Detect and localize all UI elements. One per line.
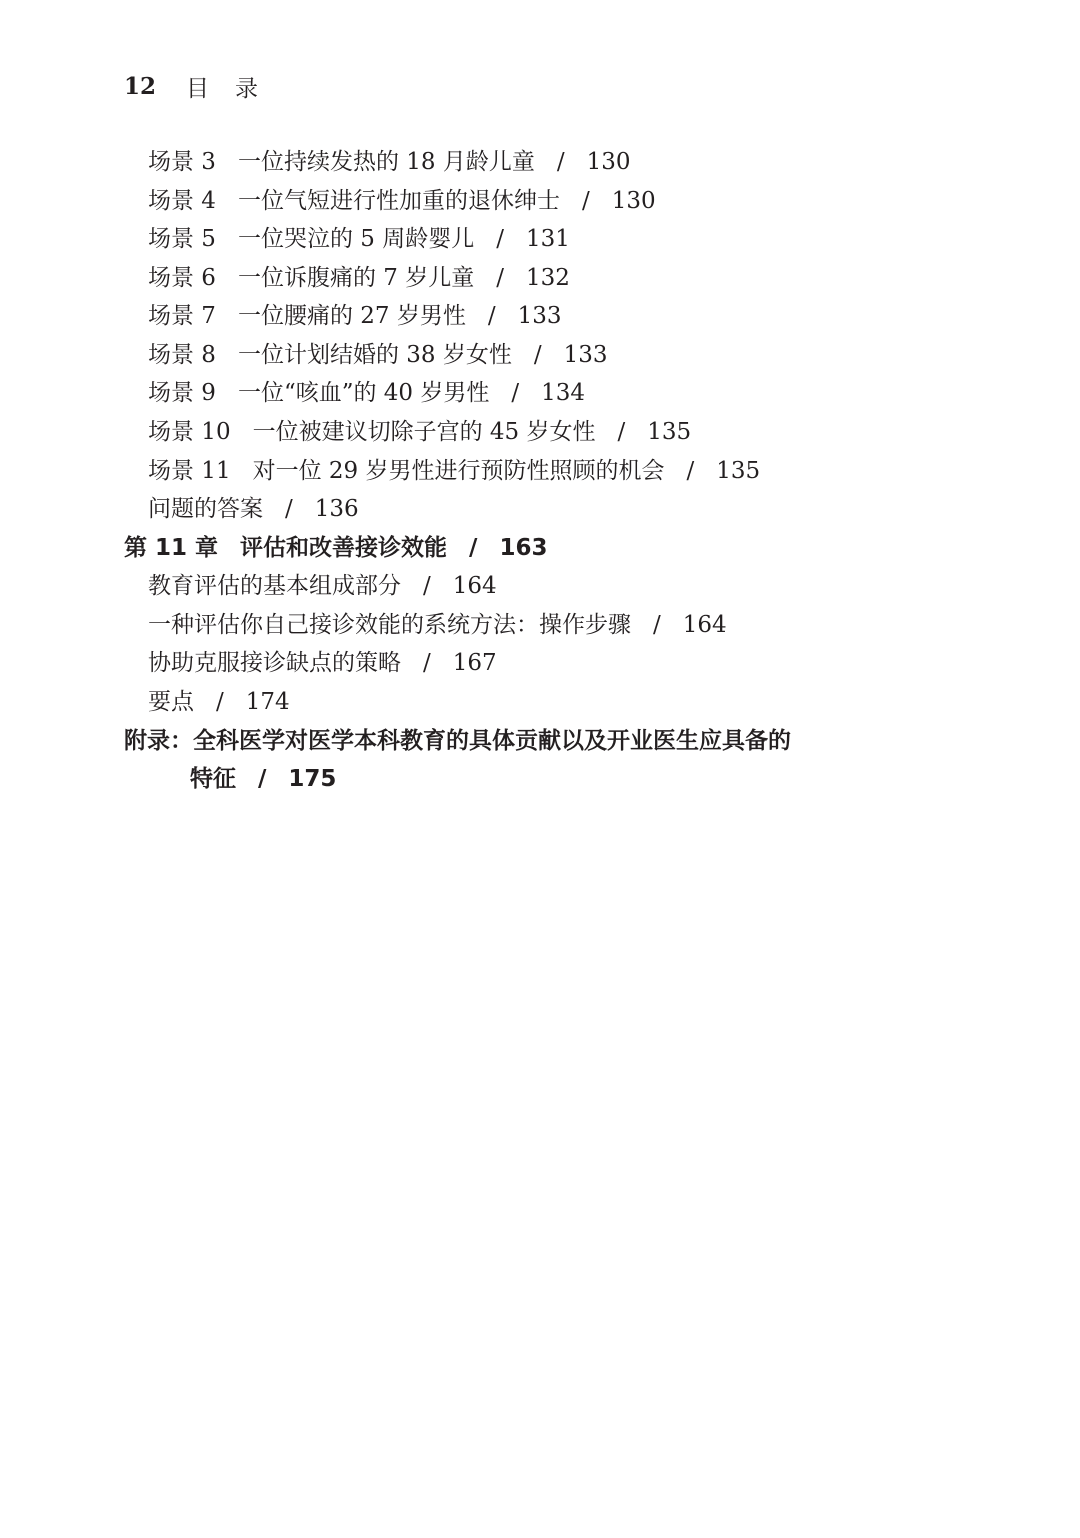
toc-separator: / bbox=[423, 650, 431, 676]
toc-appendix-title-cont: 特征 bbox=[190, 766, 236, 792]
toc-entry-label: 场景 7 bbox=[148, 303, 216, 329]
page-number: 12 bbox=[124, 72, 157, 100]
toc-separator: / bbox=[285, 496, 293, 522]
toc-entry-page: 130 bbox=[586, 149, 631, 175]
toc-entry-scene-6 bbox=[148, 259, 570, 297]
toc-entry bbox=[148, 567, 497, 605]
toc-entry-page: 131 bbox=[525, 226, 570, 252]
toc-entry-page: 164 bbox=[682, 612, 727, 638]
toc-entry-title: 一种评估你自己接诊效能的系统方法：操作步骤 bbox=[148, 612, 631, 638]
toc-entry-label: 场景 10 bbox=[148, 419, 231, 445]
toc-entry-title: 对一位 29 岁男性进行预防性照顾的机会 bbox=[252, 458, 665, 484]
toc-chapter-11 bbox=[124, 529, 547, 567]
toc-separator: / bbox=[496, 226, 504, 252]
toc-entry-page: 133 bbox=[563, 342, 608, 368]
toc-entry-scene-3 bbox=[148, 143, 631, 181]
toc-entry-page: 130 bbox=[611, 188, 656, 214]
toc-entry-scene-9 bbox=[148, 374, 585, 412]
toc-separator: / bbox=[511, 380, 520, 406]
toc-entry-page: 136 bbox=[314, 496, 359, 522]
page-header bbox=[124, 68, 284, 104]
toc-entry-label: 场景 3 bbox=[148, 149, 216, 175]
toc-entry-scene-10 bbox=[148, 413, 691, 451]
toc-entry-title: 一位气短进行性加重的退休绅士 bbox=[237, 188, 560, 214]
toc-entry-title: 一位被建议切除子宫的 45 岁女性 bbox=[252, 419, 596, 445]
toc-chapter-label: 第 11 章 bbox=[124, 535, 219, 561]
toc-entry bbox=[148, 606, 727, 644]
toc-entry-scene-4 bbox=[148, 182, 656, 220]
toc-entry-scene-7 bbox=[148, 297, 562, 335]
toc-appendix-line2 bbox=[190, 760, 336, 798]
toc-separator: / bbox=[423, 573, 431, 599]
toc-entry-label: 场景 11 bbox=[148, 458, 231, 484]
toc-entry-page: 134 bbox=[541, 380, 586, 406]
toc-entry-page: 174 bbox=[245, 689, 290, 715]
toc-entry-page: 135 bbox=[716, 458, 761, 484]
toc-separator: / bbox=[216, 689, 224, 715]
toc-entry-title: 一位“咳血”的 40 岁男性 bbox=[237, 380, 490, 406]
toc-entry-title: 要点 bbox=[148, 689, 194, 715]
section-title: 目录 bbox=[186, 75, 285, 102]
toc-appendix-title: 附录：全科医学对医学本科教育的具体贡献以及开业医生应具备的 bbox=[124, 728, 791, 754]
toc-entry bbox=[148, 644, 497, 682]
toc-separator: / bbox=[617, 419, 626, 445]
toc-entry-title: 一位诉腹痛的 7 岁儿童 bbox=[237, 265, 475, 291]
toc-entry-page: 133 bbox=[517, 303, 562, 329]
toc-appendix-page: 175 bbox=[288, 766, 337, 792]
toc-entry-title: 一位腰痛的 27 岁男性 bbox=[237, 303, 466, 329]
toc-entry-title: 协助克服接诊缺点的策略 bbox=[148, 650, 401, 676]
toc-appendix-line1 bbox=[124, 722, 791, 760]
toc-chapter-title: 评估和改善接诊效能 bbox=[240, 535, 448, 561]
toc-entry-label: 场景 4 bbox=[148, 188, 216, 214]
toc-entry-page: 132 bbox=[525, 265, 570, 291]
toc-chapter-page: 163 bbox=[499, 535, 548, 561]
toc-entry-scene-8 bbox=[148, 336, 608, 374]
toc-entry-label: 场景 9 bbox=[148, 380, 216, 406]
toc-separator: / bbox=[487, 303, 496, 329]
toc-entry-title: 问题的答案 bbox=[148, 496, 263, 522]
toc-entry-scene-11 bbox=[148, 452, 760, 490]
toc-entry-title: 教育评估的基本组成部分 bbox=[148, 573, 401, 599]
toc-entry-title: 一位哭泣的 5 周龄婴儿 bbox=[237, 226, 475, 252]
toc-entry-answers bbox=[148, 490, 359, 528]
toc-entry-page: 167 bbox=[452, 650, 497, 676]
toc-entry-scene-5 bbox=[148, 220, 570, 258]
toc-entry-title: 一位持续发热的 18 月龄儿童 bbox=[237, 149, 535, 175]
toc-entry-label: 场景 5 bbox=[148, 226, 216, 252]
toc-separator: / bbox=[496, 265, 504, 291]
toc-entry-title: 一位计划结婚的 38 岁女性 bbox=[237, 342, 512, 368]
toc-separator: / bbox=[469, 535, 478, 561]
toc-entry-page: 135 bbox=[647, 419, 692, 445]
toc-entry-label: 场景 8 bbox=[148, 342, 216, 368]
toc-entry-page: 164 bbox=[452, 573, 497, 599]
toc-entry bbox=[148, 683, 290, 721]
toc-separator: / bbox=[686, 458, 695, 484]
toc-entry-label: 场景 6 bbox=[148, 265, 216, 291]
toc-separator: / bbox=[556, 149, 565, 175]
toc-separator: / bbox=[653, 612, 661, 638]
toc-separator: / bbox=[581, 188, 590, 214]
toc-separator: / bbox=[258, 766, 267, 792]
toc-separator: / bbox=[533, 342, 542, 368]
